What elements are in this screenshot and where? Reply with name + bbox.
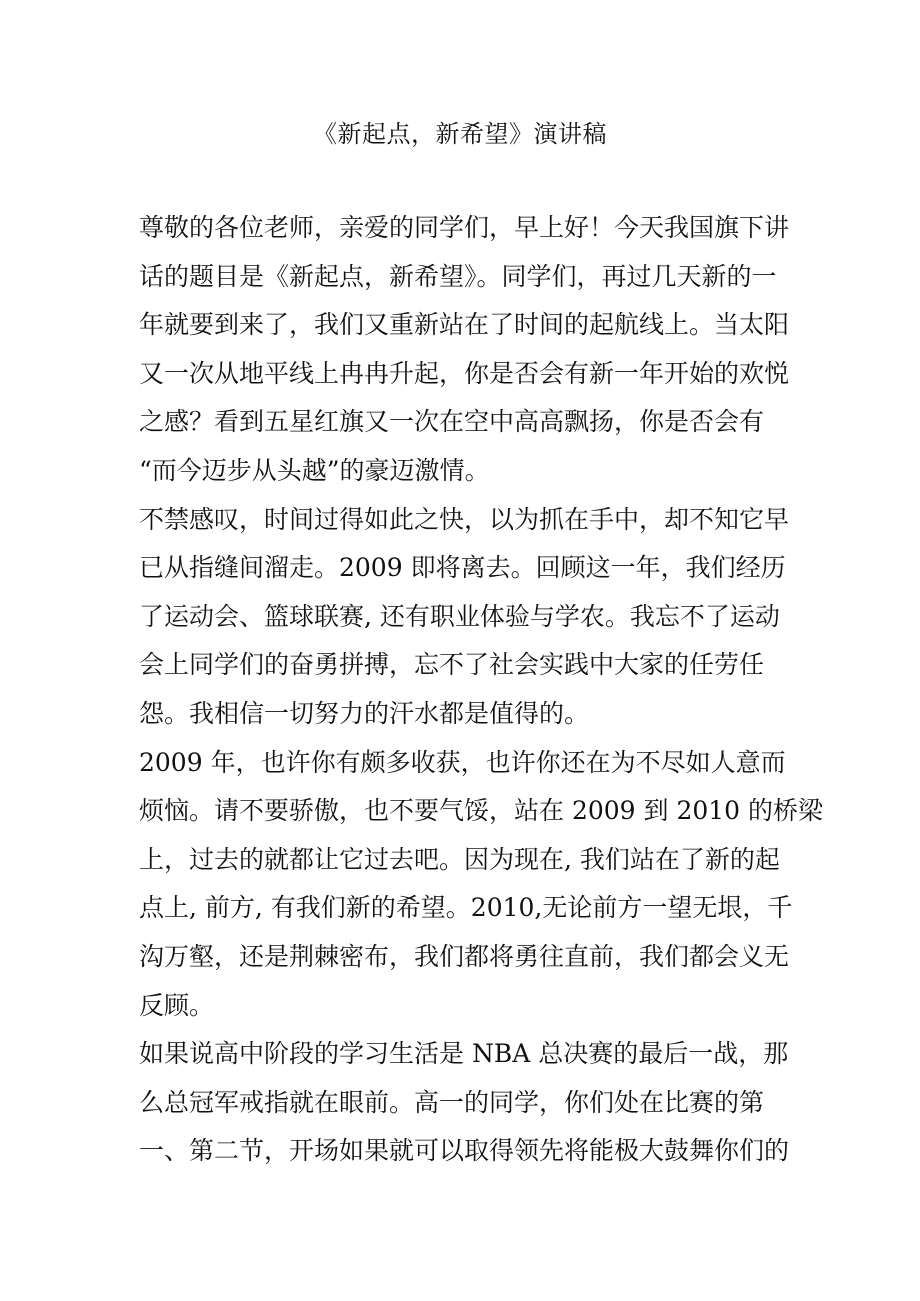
text-line: 又一次从地平线上冉冉升起，你是否会有新一年开始的欢悦 (139, 358, 790, 388)
text-line: 话的题目是《新起点，新希望》。同学们，再过几天新的一 (139, 261, 777, 291)
text-line: 之感？看到五星红旗又一次在空中高高飘扬，你是否会有 (139, 407, 765, 437)
text-line: 年就要到来了，我们又重新站在了时间的起航线上。当太阳 (139, 310, 790, 340)
document-title: 《新起点，新希望》演讲稿 (313, 120, 607, 148)
speech-body (139, 204, 824, 1176)
text-line: 已从指缝间溜走。2009 即将离去。回顾这一年，我们经历 (139, 553, 786, 583)
text-line: 如果说高中阶段的学习生活是 NBA 总决赛的最后一战，那 (139, 1039, 789, 1069)
text-line: 上，过去的就都让它过去吧。因为现在, 我们站在了新的起 (139, 844, 780, 874)
text-line: 么总冠军戒指就在眼前。高一的同学，你们处在比赛的第 (139, 1087, 765, 1117)
text-line: 沟万壑，还是荆棘密布，我们都将勇往直前，我们都会义无 (139, 941, 790, 971)
text-line: 会上同学们的奋勇拼搏，忘不了社会实践中大家的任劳任 (139, 650, 765, 680)
text-line: 不禁感叹，时间过得如此之快，以为抓在手中，却不知它早 (139, 504, 790, 534)
text-line: 怨。我相信一切努力的汗水都是值得的。 (139, 698, 590, 728)
text-line: 烦恼。请不要骄傲，也不要气馁，站在 2009 到 2010 的桥梁 (139, 796, 824, 826)
text-line: 尊敬的各位老师，亲爱的同学们，早上好！今天我国旗下讲 (139, 213, 790, 242)
text-line: 2009 年，也许你有颇多收获，也许你还在为不尽如人意而 (139, 747, 786, 777)
text-line: “而今迈步从头越”的豪迈激情。 (139, 455, 490, 485)
text-line: 反顾。 (139, 990, 215, 1020)
text-line: 了运动会、篮球联赛, 还有职业体验与学农。我忘不了运动 (139, 601, 780, 631)
text-line: 点上, 前方, 有我们新的希望。2010,无论前方一望无垠，千 (139, 893, 793, 923)
text-line: 一、第二节，开场如果就可以取得领先将能极大鼓舞你们的 (139, 1136, 790, 1166)
